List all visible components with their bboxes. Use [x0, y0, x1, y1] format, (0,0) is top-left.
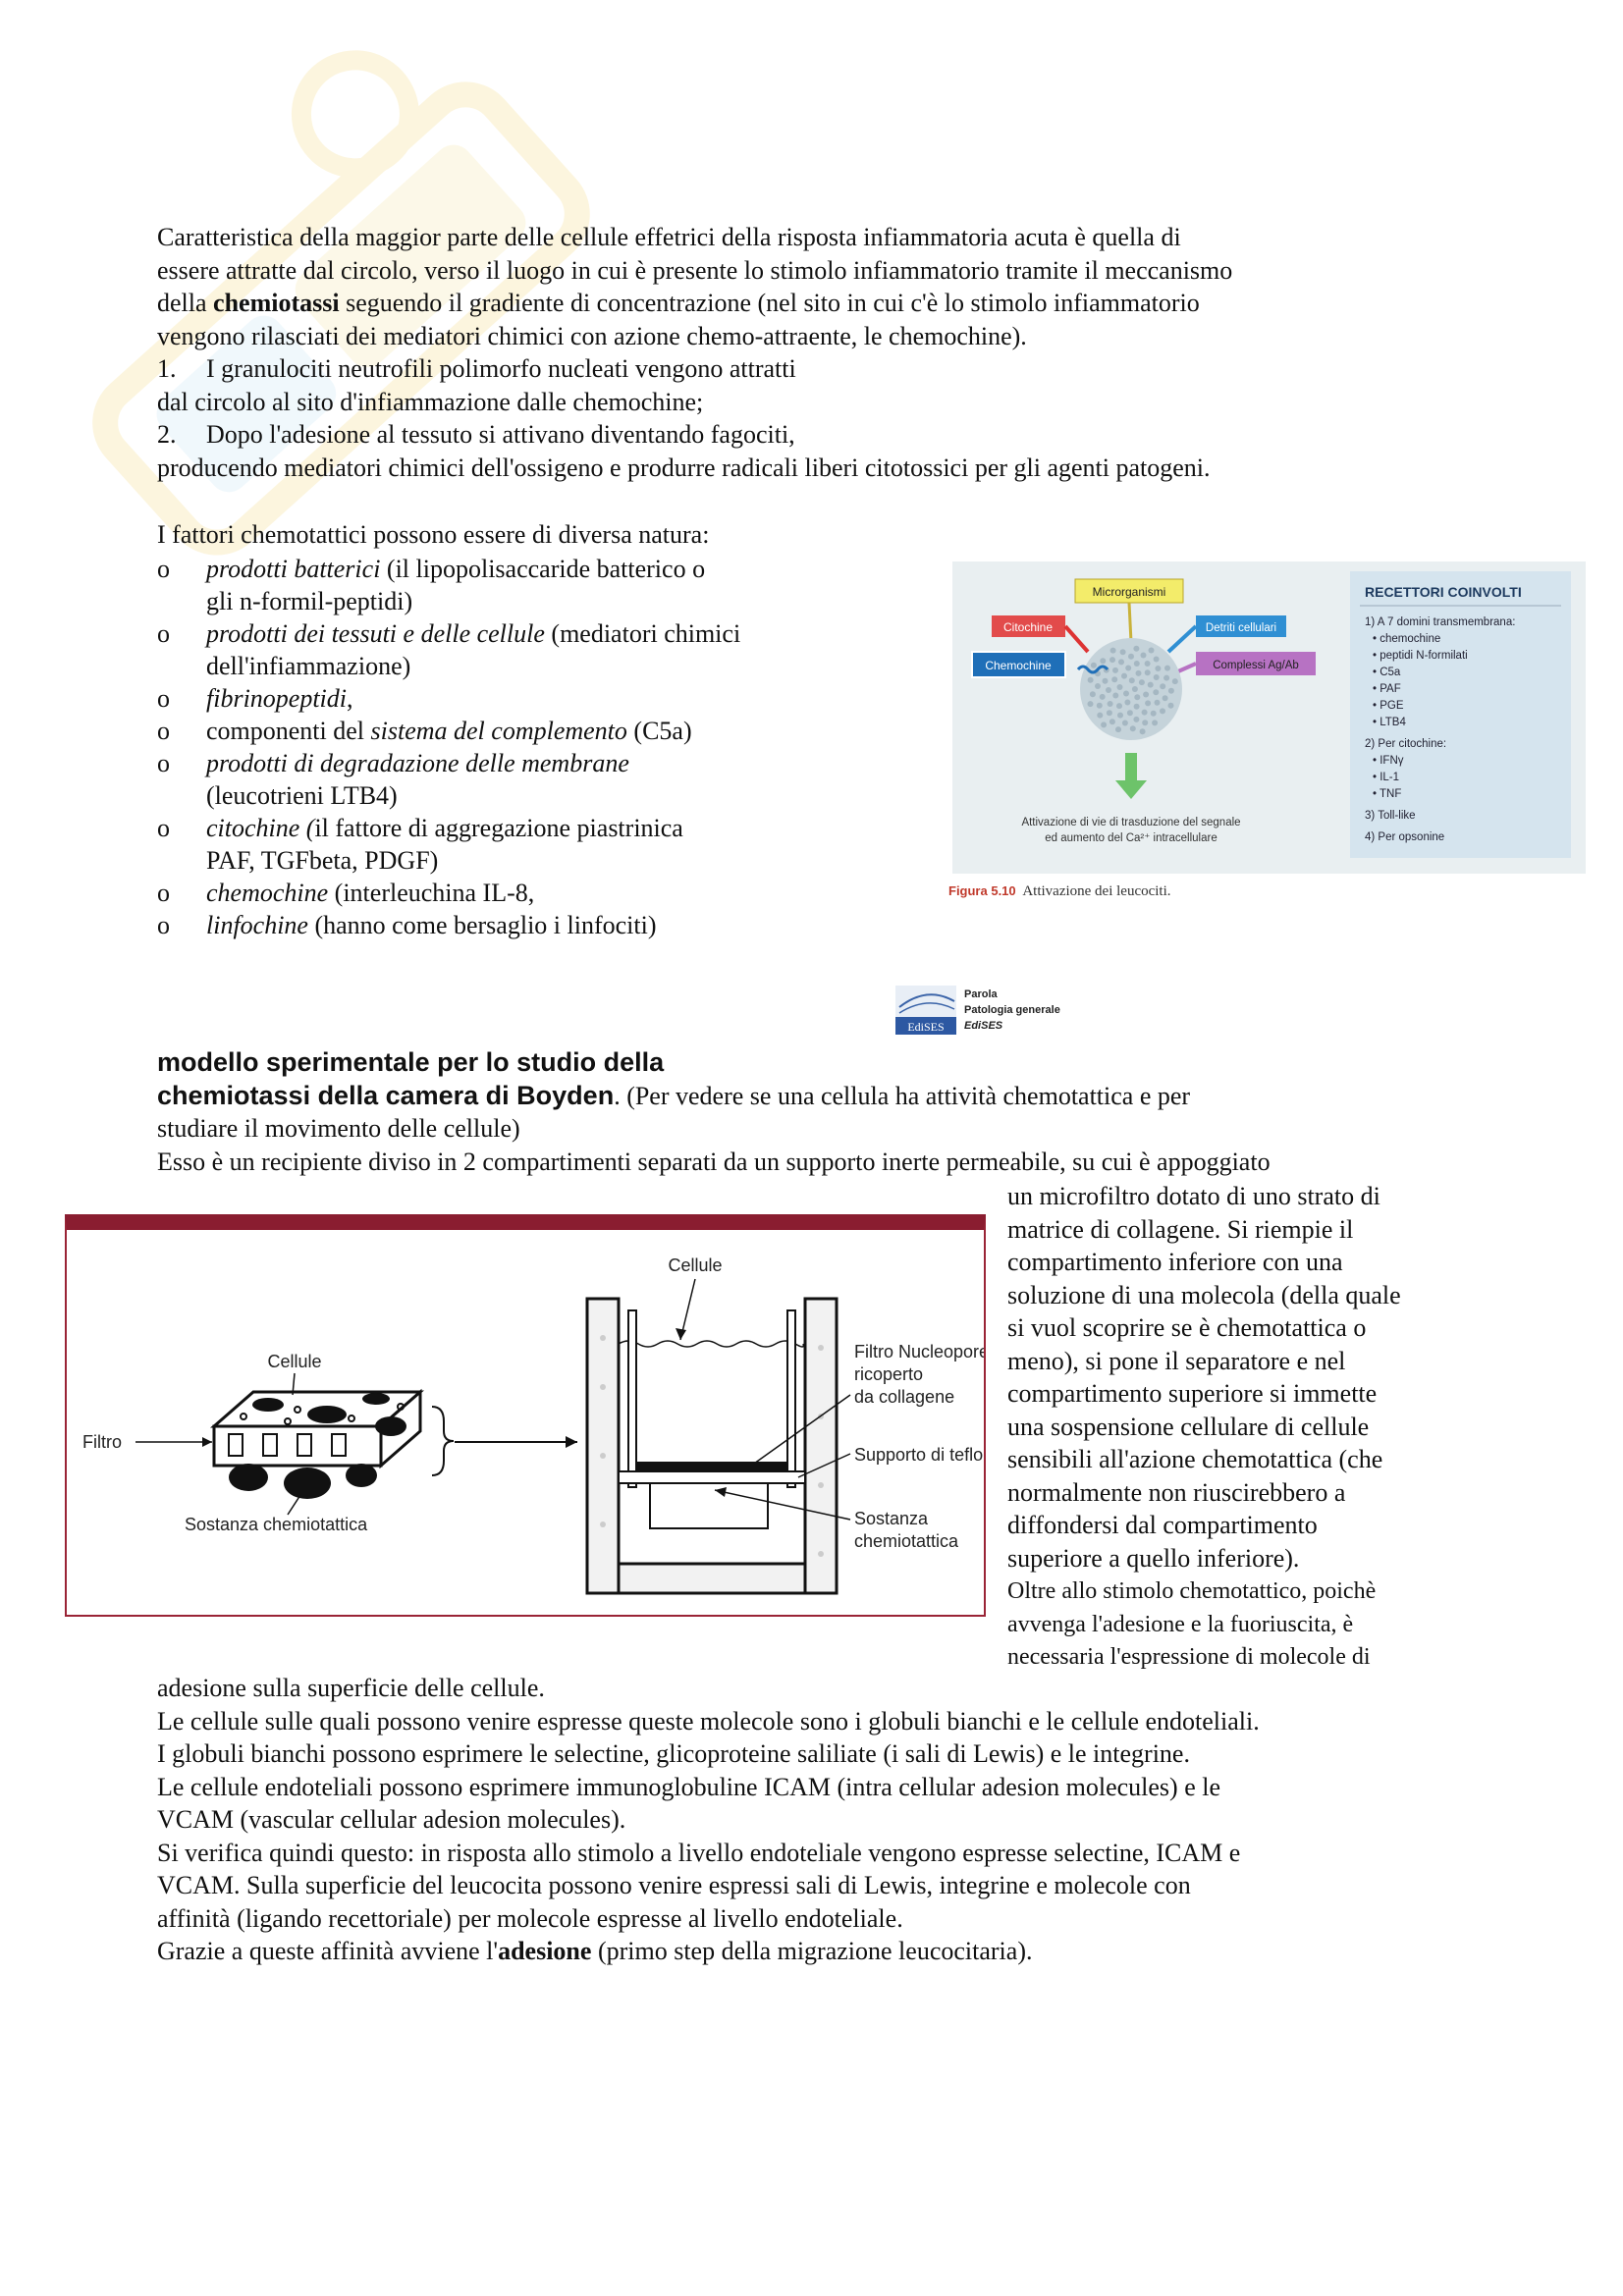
- text-fragment: gli n-formil-peptidi): [206, 587, 413, 615]
- cell-granule: [1136, 670, 1142, 676]
- caption-text: Attivazione dei leucociti.: [1022, 883, 1171, 899]
- text-fragment: dell'infiammazione): [206, 652, 411, 680]
- text-line: una sospensione cellulare di cellule: [1007, 1412, 1370, 1441]
- boyden-chamber-figure: [65, 1214, 986, 1617]
- receptors-title: RECETTORI COINVOLTI: [1365, 584, 1522, 600]
- text-line: diffondersi dal compartimento: [1007, 1511, 1318, 1539]
- detriti-label: Detriti cellulari: [1205, 622, 1277, 634]
- text-fragment: (il lipopolisaccaride batterico o: [380, 555, 706, 583]
- cell-granule: [1139, 679, 1145, 685]
- diagram-label: Supporto di teflon: [854, 1445, 984, 1465]
- boyden-section: [157, 1046, 1522, 1178]
- cell-granule: [1091, 663, 1097, 668]
- cell-granule: [1133, 646, 1139, 652]
- receptor-line: 2) Per citochine:: [1365, 738, 1447, 750]
- bullet-marker: o: [157, 555, 170, 583]
- cell-granule: [1145, 661, 1151, 667]
- list-item: [157, 909, 864, 941]
- text-fragment: componenti del: [206, 717, 371, 745]
- text-fragment: (interleuchina IL-8,: [328, 879, 535, 907]
- boyden-chamber-diagram: [67, 1230, 984, 1613]
- text-fragment: PAF, TGFbeta, PDGF): [206, 846, 439, 875]
- italic-term: prodotti batterici: [206, 555, 381, 583]
- text-line: si vuol scoprire se è chemotattica o: [1007, 1313, 1367, 1342]
- adhesion-paragraph: [157, 1672, 1532, 1968]
- cell-granule: [1121, 673, 1127, 679]
- complessi-label: Complessi Ag/Ab: [1213, 660, 1299, 671]
- numbered-item: [157, 352, 1473, 386]
- diagram-label: Filtro: [82, 1432, 122, 1452]
- section-heading: chemiotassi della camera di Boyden: [157, 1080, 615, 1110]
- cell-granule: [1112, 667, 1118, 673]
- text-fragment: (mediatori chimici: [544, 619, 741, 648]
- intro-paragraph: [157, 221, 1473, 484]
- cell-granule: [1160, 683, 1165, 689]
- cell-granule: [1097, 703, 1103, 709]
- italic-term: prodotti di degradazione delle membrane: [206, 749, 629, 777]
- receptor-line: • peptidi N-formilati: [1373, 650, 1468, 662]
- cell-granule: [1117, 684, 1123, 690]
- cell-granule: [1155, 700, 1161, 706]
- item-text: I granulociti neutrofili polimorfo nucleati vengono attratti: [206, 354, 796, 383]
- cell-granule: [1145, 700, 1151, 706]
- text-line: VCAM. Sulla superficie del leucocita possono venire espressi sali di Lewis, integrine e molecole con: [157, 1871, 1191, 1899]
- cell-granule: [1107, 710, 1112, 716]
- cell-granule: [1155, 666, 1161, 671]
- section-heading: modello sperimentale per lo studio della: [157, 1047, 665, 1077]
- text-fragment: della: [157, 289, 214, 317]
- bullet-marker: o: [157, 749, 170, 777]
- cell-granule: [1125, 666, 1131, 671]
- text-line: sensibili all'azione chemotattica (che: [1007, 1445, 1383, 1473]
- cell-granule: [1103, 678, 1109, 684]
- bold-term: chemiotassi: [213, 289, 340, 317]
- text-line: superiore a quello inferiore).: [1007, 1543, 1300, 1573]
- cell-granule: [1127, 710, 1133, 716]
- text-line: Le cellule sulle quali possono venire espresse queste molecole sono i globuli bianchi e le cellule endoteliali.: [157, 1706, 1260, 1735]
- cell-granule: [1148, 682, 1154, 688]
- text-line: normalmente non riuscirebbero a: [1007, 1477, 1346, 1507]
- text-fragment: (C5a): [626, 717, 692, 745]
- bullet-marker: o: [157, 619, 170, 648]
- leukocyte-activation-figure: [952, 561, 1586, 874]
- receptor-line: • C5a: [1373, 667, 1401, 678]
- text-fragment: seguendo il gradiente di concentrazione (nel sito in cui c'è lo stimolo infiammatorio: [339, 289, 1200, 317]
- text-fragment: il fattore di aggregazione piastrinica: [314, 814, 683, 842]
- cell-granule: [1134, 661, 1140, 667]
- receptor-line: 4) Per opsonine: [1365, 831, 1445, 843]
- cell-granule: [1134, 704, 1140, 710]
- leukocyte-cell: [1080, 638, 1182, 740]
- cell-granule: [1151, 711, 1157, 717]
- source-line: Patologia generale: [964, 1004, 1060, 1016]
- list-item: [157, 617, 864, 682]
- microrganismi-label: Microrganismi: [1092, 585, 1166, 599]
- boyden-side-text-2: [1007, 1575, 1498, 1675]
- text-line: adesione sulla superficie delle cellule.: [157, 1674, 545, 1702]
- diagram-label: Cellule: [668, 1255, 723, 1275]
- cell-granule: [1116, 703, 1122, 709]
- cell-granule: [1141, 653, 1147, 659]
- cell-granule: [1115, 726, 1121, 732]
- italic-term: linfochine: [206, 911, 308, 939]
- text-line: Caratteristica della maggior parte delle cellule effetrici della risposta infiammatoria acuta è quella di: [157, 223, 1181, 251]
- cell-granule: [1129, 677, 1135, 683]
- edises-source-logo: [895, 982, 1102, 1039]
- italic-term: sistema del complemento: [370, 717, 627, 745]
- activation-line: Attivazione di vie di trasduzione del segnale: [1021, 817, 1241, 828]
- cell-granule: [1117, 713, 1123, 719]
- text-line: compartimento inferiore con una: [1007, 1248, 1343, 1276]
- cell-granule: [1112, 693, 1118, 699]
- cell-granule: [1124, 700, 1130, 706]
- cell-granule: [1108, 701, 1113, 707]
- text-fragment: (hanno come bersaglio i linfociti): [307, 911, 657, 939]
- bold-term: adesione: [498, 1937, 592, 1965]
- cell-granule: [1111, 676, 1117, 682]
- diagram-label: da collagene: [854, 1387, 955, 1407]
- text-fragment: ,: [347, 684, 353, 713]
- text-line: essere attratte dal circolo, verso il luogo in cui è presente lo stimolo infiammatorio tramite il meccanismo: [157, 255, 1233, 285]
- item-number: 2.: [157, 420, 177, 449]
- text-line: Si verifica quindi questo: in risposta allo stimolo a livello endoteliale vengono espresse selectine, ICAM e: [157, 1838, 1241, 1867]
- cell-granule: [1134, 694, 1140, 700]
- cell-granule: [1097, 713, 1103, 719]
- edises-logo-text: EdiSES: [907, 1020, 945, 1034]
- cell-granule: [1110, 648, 1116, 654]
- cell-granule: [1172, 678, 1178, 684]
- cell-granule: [1154, 657, 1160, 663]
- chemochine-label: Chemochine: [985, 659, 1052, 672]
- cell-granule: [1164, 666, 1170, 671]
- cell-granule: [1088, 677, 1094, 683]
- text-line: [157, 1935, 1532, 1968]
- receptor-line: • PAF: [1373, 683, 1401, 695]
- list-item: [157, 812, 864, 877]
- receptor-line: 1) A 7 domini transmembrana:: [1365, 616, 1516, 628]
- bullet-marker: o: [157, 684, 170, 713]
- cell-granule: [1145, 669, 1151, 675]
- cell-granule: [1133, 717, 1139, 722]
- text-line: Esso è un recipiente diviso in 2 compartimenti separati da un supporto inerte permeabile, su cui è appoggiato: [157, 1147, 1271, 1176]
- cell-granule: [1120, 649, 1126, 655]
- cell-granule: [1109, 719, 1115, 724]
- cell-granule: [1142, 720, 1148, 725]
- cell-granule: [1090, 691, 1096, 697]
- cell-granule: [1130, 725, 1136, 731]
- receptor-line: • IFNγ: [1373, 755, 1404, 767]
- diagram-label: Sostanza chemiotattica: [185, 1515, 368, 1534]
- text-line: un microfiltro dotato di uno strato di: [1007, 1182, 1380, 1210]
- text-fragment: (leucotrieni LTB4): [206, 781, 398, 810]
- text-fragment: . (Per vedere se una cellula ha attività chemotattica e per: [614, 1081, 1191, 1110]
- cell-granule: [1154, 674, 1160, 680]
- list-item: [157, 877, 864, 909]
- bullet-marker: o: [157, 911, 170, 939]
- text-line: Le cellule endoteliali possono esprimere immunoglobuline ICAM (intra cellular adesion molecules) e le: [157, 1772, 1221, 1801]
- text-line: soluzione di una molecola (della quale: [1007, 1280, 1401, 1309]
- text-line: I globuli bianchi possono esprimere le selectine, glicoproteine saliliate (i sali di Lewis) e le integrine.: [157, 1739, 1190, 1768]
- text-line: [157, 287, 1473, 320]
- cell-granule: [1140, 728, 1146, 734]
- source-line: EdiSES: [964, 1020, 1003, 1032]
- text-line: studiare il movimento delle cellule): [157, 1114, 520, 1143]
- receptor-line: • IL-1: [1373, 772, 1400, 783]
- numbered-item: [157, 418, 1473, 452]
- cell-granule: [1132, 686, 1138, 692]
- cell-granule: [1149, 648, 1155, 654]
- cell-granule: [1123, 691, 1129, 697]
- list-item: [157, 553, 864, 617]
- cell-granule: [1153, 689, 1159, 695]
- cell-granule: [1118, 659, 1124, 665]
- cell-granule: [1109, 657, 1115, 663]
- caption-label: Figura 5.10: [948, 883, 1016, 898]
- factors-list: [157, 553, 864, 941]
- diagram-label: Cellule: [267, 1352, 322, 1371]
- source-line: Parola: [964, 988, 998, 1000]
- bullet-marker: o: [157, 717, 170, 745]
- italic-term: fibrinopeptidi: [206, 684, 347, 713]
- cell-granule: [1168, 688, 1174, 694]
- text-line: necessaria l'espressione di molecole di: [1007, 1644, 1371, 1670]
- cell-granule: [1122, 721, 1128, 726]
- text-line: Oltre allo stimolo chemotattico, poichè: [1007, 1578, 1377, 1604]
- cell-granule: [1101, 721, 1107, 727]
- citochine-label: Citochine: [1002, 620, 1054, 634]
- cell-granule: [1128, 654, 1134, 660]
- item-number: 1.: [157, 354, 177, 383]
- cell-granule: [1163, 675, 1169, 681]
- cell-granule: [1095, 683, 1101, 689]
- list-item: [157, 715, 864, 747]
- cell-granule: [1163, 695, 1168, 701]
- cell-granule: [1100, 658, 1106, 664]
- cell-granule: [1106, 687, 1111, 693]
- cell-granule: [1143, 692, 1149, 698]
- text-line: producendo mediatori chimici dell'ossigeno e produrre radicali liberi citotossici per gli agenti patogeni.: [157, 453, 1211, 482]
- text-fragment: Grazie a queste affinità avviene l': [157, 1937, 499, 1965]
- receptor-line: • PGE: [1373, 700, 1404, 712]
- text-line: matrice di collagene. Si riempie il: [1007, 1214, 1354, 1244]
- text-line: compartimento superiore si immette: [1007, 1379, 1378, 1408]
- cell-granule: [1088, 701, 1094, 707]
- bullet-marker: o: [157, 879, 170, 907]
- cell-granule: [1168, 703, 1174, 709]
- cell-granule: [1142, 710, 1148, 716]
- list-item: [157, 682, 864, 715]
- receptor-line: • LTB4: [1373, 717, 1406, 728]
- italic-term: citochine (: [206, 814, 315, 842]
- text-line: VCAM (vascular cellular adesion molecules).: [157, 1805, 626, 1834]
- activation-line: ed aumento del Ca²⁺ intracellulare: [1045, 832, 1217, 844]
- cell-granule: [1160, 708, 1165, 714]
- text-line: dal circolo al sito d'infiammazione dalle chemochine;: [157, 387, 704, 416]
- factors-intro: I fattori chemotattici possono essere di diversa natura:: [157, 520, 710, 549]
- diagram-label: Sostanza: [854, 1509, 929, 1528]
- text-line: vengono rilasciati dei mediatori chimici con azione chemo-attraente, le chemochine).: [157, 321, 1027, 350]
- diagram-label: chemiotattica: [854, 1531, 959, 1551]
- cell-granule: [1152, 720, 1158, 725]
- diagram-label: Filtro Nucleopore: [854, 1342, 984, 1362]
- figure1-caption: [948, 883, 1171, 900]
- bullet-marker: o: [157, 814, 170, 842]
- text-line: meno), si pone il separatore e nel: [1007, 1346, 1346, 1375]
- receptor-line: • TNF: [1373, 788, 1402, 800]
- boyden-side-text: [1007, 1180, 1498, 1575]
- receptor-line: • chemochine: [1373, 633, 1441, 645]
- receptor-line: 3) Toll-like: [1365, 810, 1416, 822]
- text-line: avvenga l'adesione e la fuoriuscita, è: [1007, 1611, 1354, 1637]
- text-line: affinità (ligando recettoriale) per molecole espresse al livello endoteliale.: [157, 1903, 903, 1933]
- italic-term: prodotti dei tessuti e delle cellule: [206, 619, 545, 648]
- text-fragment: (primo step della migrazione leucocitaria).: [591, 1937, 1033, 1965]
- diagram-label: ricoperto: [854, 1364, 924, 1384]
- list-item: [157, 747, 864, 812]
- item-text: Dopo l'adesione al tessuto si attivano diventando fagociti,: [206, 420, 795, 449]
- cell-granule: [1100, 694, 1106, 700]
- italic-term: chemochine: [206, 879, 329, 907]
